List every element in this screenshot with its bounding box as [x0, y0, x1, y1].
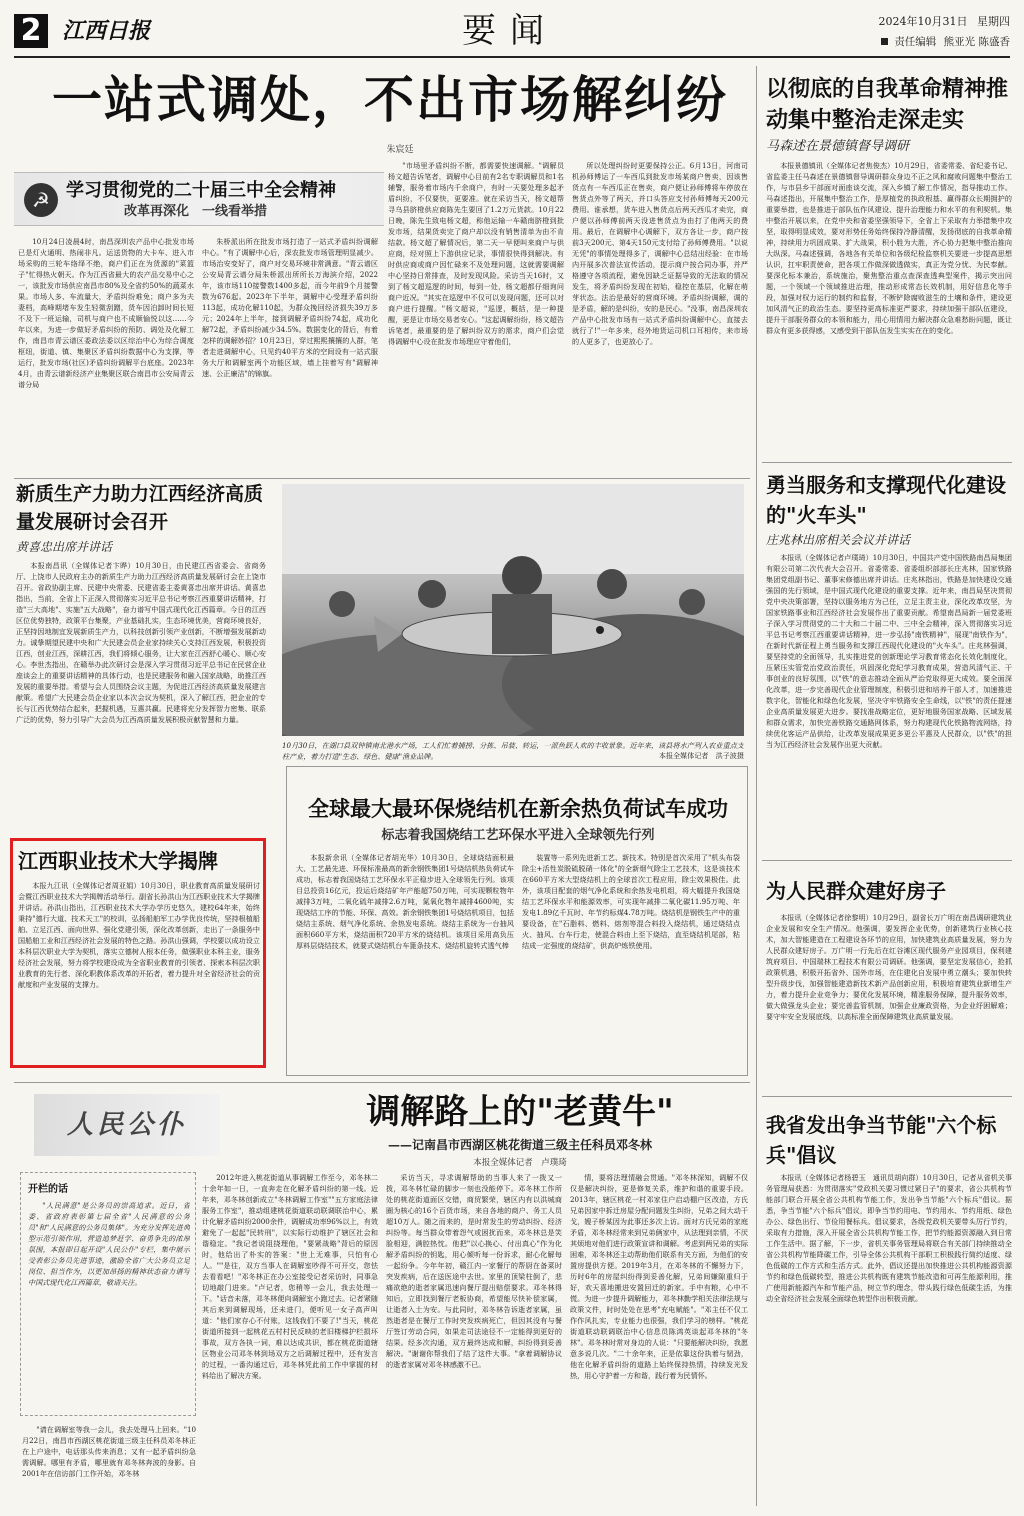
feature-byline: 本报全媒体记者 卢璞琦 [473, 1158, 567, 1168]
left-mid-body: 本报南昌讯（全媒体记者卞晔）10月30日，由民建江西省委会、省商务厅、上饶市人民政府主办的新质生产力助力江西经济高质量发展研讨会在上饶市召开。省政协副主席、民建中央常委、民建省委主委黄喜忠出席并讲话。黄喜忠指出，当前，全省上下正深入贯彻落实习近平总书记考察江西重要讲话精神，打造"三大高地"、实施"五大战略"，奋力谱写中国式现代化江西篇章。今日的江西区位优势独特，政策平台集聚，产业基础扎实，生态环境优美，营商环境良好，正坚持因地制宜发展新质生产力，以科技创新引领产业创新，不断增强发展新动力。诚挚期望民建中央和广大民建会员企业家持续关心支持江西发展，积极投资江西，创业江西，深耕江西，我们将倾心服务，让大家在江西舒心暖心、顺心安心。李世杰指出，在赣举办此次研讨会是深入学习贯彻习近平总书记在民营企业座谈会上的重要讲话精神的具体行动，也是民建服务和融入国家战略，助推江西发展的重要举措。希望与会人员围绕会议主题，为促进江西经济高质量发展建言献策。希望广大民建会员企业家以本次会议为契机，深入了解江西，把企业的专长与江西优势结合起来，把握机遇，互惠共赢。民建将充分发挥智力密集、联系广泛的优势，努力引导广大会员为江西高质量发展积极贡献智慧和力量。 [16, 561, 266, 724]
center-mid-col-2: 装置等一系列先进新工艺、新技术。特别是首次采用了"机头布袋除尘+活性炭脱硫脱硝一体化"的全新烟气除尘工艺技术，这是该技术在660平方米大型烧结机上的全球首次工程应用，除尘效果极佳。此外，该项目配套的烟气净化系统和余热发电机组，将大幅提升我国烧结工艺环保水平和能源效率，可实现年减排二氧化碳11.95万吨、年发电1.89亿千瓦时、年节约标煤4.78万吨。烧结机是钢铁生产中的重要设备，在"石脂料、燃料、熔剂等混合料投入烧结机，通过烧结点火、抽风、台车行走，使混合料由上至下烧结，直至烧结机尾部，粘结成一定强度的烧结矿，供高炉炼铁使用。 [522, 853, 740, 950]
left-mid-headline: 新质生产力助力江西经济高质量发展研讨会召开 [16, 483, 264, 533]
right-bottom-headline: 我省发出争当节能"六个标兵"倡议 [766, 1113, 997, 1167]
masthead [0, 0, 1024, 60]
left-box-headline: 江西职业技术大学揭牌 [18, 849, 218, 873]
right-mid2-headline: 为人民群众建好房子 [766, 879, 946, 903]
right-top-body: 本报景德镇讯（全媒体记者焦俊杰）10月29日，省委常委、省纪委书记、省监委主任马森述在景德镇督导调研群众身边不正之风和腐败问题集中整治工作，与市县乡干部面对面座谈交流，深入乡镇了解工作情况，指导推动工作。马森述指出，开展集中整治工作，是厚植党的执政根基、赢得群众长期拥护的重要举措，也是推进于部队伍作风建设、提升治理能力和水平的有利契机。集中整治开展以来，在党中央和省委坚强领导下，全省上下采取有力举措集中攻坚，取得明显成效，要对形势任务始终保持冷静清醒，发扬彻底的自我革命精神，持续用力巩固成果、扩大战果，积小胜为大胜，齐心协力把集中整治推向大纵深。马森述强调，各地各有关单位和各级纪检监察机关要进一步提高思想认识，扛牢职责使命，把各项工作做深做透做实，真正为党分忧、为民奉献。要深化标本兼治，系统施治，聚焦整治重点查深查透典型案件，揭示突出问题，一个领域一个领域推进治理，推动形成常态长效机制，用好信息化等手段，加强对权力运行的制约和监督，不断铲除腐败滋生的土壤和条件，建设更加风清气正的政治生态。要坚持更高标准更严要求，持续加强干部队伍建设，提升干部服务群众的本领和能力，用心用情用力解决群众急难愁盼问题，既让群众有更多获得感，又感受到干部队伍发生实实在在的变化。 [766, 161, 1012, 335]
feature-col-3: 情，要将法理情融会贯通。"邓冬林深知，调解不仅仅是解决纠纷，更是修复关系，维护和谐的重要手段。2013年，辖区桃花一村邓家住户启动棚户区改造，方氏兄弟因家中拆迁房屋分配问题发生纠纷，兄弟之间大动干戈，嫂子桥某因为此事还多次上访。面对方氏兄弟的家庭矛盾，邓冬林经常来到兄弟俩家中，从法理到亲情，不厌其烦地对他们进行政策宣讲和调解。考虑到两兄弟的实际困难，邓冬林还主动帮助他们联系有关方面，为他们的安置房提供方便。2019年3月，在邓冬林的不懈努力下，历时6年的房屋纠纷得到妥善化解，兄弟间嫌隙重归于好，欢天喜地搬进安置回迁的新家。手中有粮，心中不慌。为进一步提升调解能力，邓冬林勤学相关法律法规与政策文件，时时处处在思考"充电赋能"。"邓主任不仅工作作风扎实，专业能力也很强，我们学习的榜样。"桃花街道联动联调联治中心信息员陈鸿英谈起邓冬林的"冬林"。邓冬林时常对身边的人说："只要能解决纠纷，我愿意多说几次。"二十余年来，正是依靠这份执着与韧劲，他在化解矛盾纠纷的道路上始终保持热情，持续发光发热，用心守护着一方和谐，践行着为民情怀。 [570, 1173, 748, 1380]
news-photo [282, 484, 744, 736]
lead-col-4: 所以处理纠纷时更要保持公正。6月13日，河南司机孙师傅运了一车西瓜到批发市场某商户售卖，因该售货点有一车西瓜正在售卖，商户便让孙师傅将车停放在售货点外等了两天，并口头答应支付孙师傅每天200元费用。谁承想，货车进入售货点后两天西瓜才卖完，商户便以孙师傅前两天没进售货点为由打了他两天的费用。最后，在调解中心调解下，双方各让一步，商户按前3天200元、第4天150元支付给了孙师傅费用。"以说无凭"的事情处理得多了，调解中心总结出经验：在市场内开展多次普法宣传活动，提示商户按合同办事，并严格遵守各项流程，避免因缺乏证据导致的无法取的情况发生，将矛盾纠纷发现在初始，稳控在基层，化解在萌芽状态。法治是最好的营商环境。矛盾纠纷调解，调的是矛盾，解的是纠纷，安的是民心。"没事，南昌深圳农产品中心批发市场有一站式矛盾纠纷调解中心，直接去就行了!"一年多来，经外地货运司机口耳相传，来市场的人更多了，也更放心了。 [572, 161, 748, 346]
photo-credit: 本报全媒体记者 洪子波摄 [658, 751, 744, 760]
editors-names: 熊亚光 陈盛香 [943, 36, 1010, 48]
right-mid2-body: 本报讯（全媒体记者徐黎明）10月29日，副省长万广明在南昌调研建筑业企业发展和安全生产情况。他强调，要发挥企业优势，创新建筑行业核心技术，加大智能建造在工程建设各环节的应用，加快建筑业高质量发展，努力为人民群众建好房子。万广明一行先后在红谷滩区现代服务产业园项目，保利建筑府项目、中国瑞林工程技术有限公司调研。他强调，要坚定发展信心，抢抓政策机遇，积极开拓省外、国外市场，在住建化自发展中勇立潮头；要加快转型升级步伐，加强智能建造新技术新产品创新应用，积极培育建筑业新增生产力，着力提升企业竞争力；要优化发展环境，精准服务保障，提升服务效率，做大做强龙头企业；要完善监管机制，加强企业廉政资格，为企业纾困解难；要守牢安全发展底线，以高标准全面保障建筑业高质量发展。 [766, 913, 1012, 1021]
feature-col-2: 采访当天，寻求调解帮助的当事人来了一拨又一拨，邓冬林忙碌的脚步一刻也没能停下。邓冬林工作所处的桃花街道面区交错，商贸繁荣，辖区内有以洪城商圈为核心的16个百货市场，来自各地的商户、务工人员超10万人。随之而来的，是时常发生的劳动纠纷、经济纠纷等。每当群众带着怨气或困扰而来，邓冬林总是笑脸相迎，满腔热忱。他把"以心换心、付出真心"作为化解矛盾纠纷的钥匙，用心倾听每一份诉求，耐心化解每一起纷争。今年年初，赣江内一家餐厅的帮厨在备菜时突发疾病，后在送医途中去世。家里的顶梁柱倒了，悲痛欲绝的逝者家属迅速向餐厅提出赔偿要求。邓冬林得知后，立即找到餐厅老板协商，希望能尽快补偿家属，让逝者入土为安。与此同时，邓冬林告诉逝者家属，虽然逝者是在餐厅工作时突发疾病死亡，但因其没有与餐厅签订劳动合同，如果走司法途径不一定能得到更好的结果。经多次沟通，双方最终达成和解，纠纷得到妥善解决。"谢谢你帮我们了结了这件大事。"拿着调解协议的逝者家属对邓冬林感激不已。 [386, 1173, 562, 1369]
banner-title: 学习贯彻党的二十届三中全会精神 [66, 180, 336, 201]
right-mid-subhead: 庄兆林出席相关会议并讲话 [766, 533, 911, 547]
fish-harvest-illustration [282, 484, 744, 736]
issue-date [800, 14, 1010, 30]
section-divider [762, 462, 1012, 463]
lead-headline: 一站式调处，不出市场解纠纷 [52, 71, 728, 129]
lead-col-3: "市场里矛盾纠纷不断，都需要快速调解。"调解员杨文超告诉笔者，调解中心目前有2名专职调解员和1名辅警，服务着市场内千余商户，有时一天要处理多起矛盾纠纷，不仅要快，更要准。就在采访当天，杨文超帮寻乌县脐橙供应商陈先生要回了1.2万元货款。10月22日晚，陈先生致电杨文超，称他运输一车赣南脐橙到批发市场，结果货卖完了商户却以没有销售清单为由不肯结款。杨文超了解情况后，第二天一早便叫来商户与供应商，经对照上下游供应记录，事情很快得到解决。有时供应商或商户因忙碌来不及处理问题，这就需要调解中心坚持日常排查，及时发现风险。采访当天16时，又到了杨文超巡逻的时间，每到一处，杨文超都仔细询问商户近况。"其实在巡逻中不仅可以发现问题，还可以对商户进行提醒。"杨文超说，"巡逻，概括，是一种提醒，更是让市场交易者安心。"这起调解纷纷，杨文超告诉笔者，最重要的是了解纠纷双方的需求，商户们会觉得调解中心设在批发市场理应守着他们， [388, 161, 564, 346]
editorial-intro: "人民满意"是公务员的崇高追求。近日，省委、省政府表彰第七届全省"人民满意的公务员"和"人民满意的公务员集体"。为充分发挥先进典型示范引领作用，营造追梦赶学、奋勇争先的浓厚氛围，本报即日起开设"人民公仆"专栏，集中展示受表彰公务员先进事迹，激励全省广大公务员立足岗位、担当作为，以更加昂扬的精神状态奋力谱写中国式现代化江西篇章，敬请关注。 [28, 1201, 190, 1287]
photo-caption: 10月30日，在湖口县双钟镇南北港水产场，工人们忙着捕捞、分拣、吊装、转运，一派鱼跃人欢的丰收景象。近年来，该县将水产列入农业重点支柱产业，着力打造"生态、绿色、健康"渔业品牌。 [282, 741, 744, 761]
party-emblem-icon: ☭ [24, 183, 58, 217]
right-top-subhead: 马森述在景德镇督导调研 [766, 139, 910, 154]
banner-subtitle: 改革再深化 一线看举措 [124, 204, 268, 219]
feature-col-1: 2012年进入桃花街道从事调解工作至今，邓冬林二十余年如一日，一直奔走在化解矛盾纠纷的第一线。近年来，邓冬林创新成立"冬林调解工作室""五方家庭法律服务工作室"，推动组建桃花街道联动联调联治中心，累计化解矛盾纠纷2000余件，调解成功率96%以上，有效避免了一起起"民转刑"，以实际行动维护了辖区社会和谐稳定。"我记者说阻挠理他，"要紧战略"背后的原因时，他给出了朴实的答案："世上无难事，只怕有心人。""是往，双方当事人在调解室吵得不可开交，您怯去看看吧！"邓冬林正在办公室接受记者采访时，同事急切地敲门进来。"卢记者，您稍等一会儿，我去处理一下。"话音未落，邓冬林便向调解室小跑过去。记者紧随其后来到调解现场，还未进门，便听见一女子高声叫道："他们家存心不付账，这钱我们不要了!"当天，桃花街道所接到一起桃花五村村民反映的老旧楼梯护栏损坏事故，双方各执一词，难以达成共识，都在桃花街道辖区物业公司邓冬林到场双方之后调解过程中，还有发言的过程，一番沟通过后，邓冬林凭此前工作中掌握的材料给出了解决方案。 [202, 1173, 378, 1380]
center-mid-headline: 全球最大最环保烧结机在新余热负荷试车成功 [308, 797, 728, 821]
col-divider [756, 66, 757, 1506]
section-divider [14, 1082, 750, 1083]
right-bottom-body: 本报讯（全媒体记者杨碧玉 通讯员胡向群）10月30日，记者从省机关事务管理局获悉：为贯彻落实"党政机关要习惯过紧日子"的要求，省公共机构节能部门联合开展全省公共机构节能工作，发出争当节能"六个标兵"倡议。据悉，争当节能"六个标兵"倡议，即争当节约用电、节约用水、节约用纸、绿色办公、绿色出行、节俭用餐标兵。倡议要求，各级党政机关要带头厉行节约，采取有力措施，深入开展全省公共机构节能工作，把节约能源资源融入到日常工作生活中。据了解，下一步，省机关事务管理局将联合有关部门持续推动全省公共机构节能降碳工作，引导全体公共机构干部职工积极践行简约适度、绿色低碳的工作方式和生活方式。此外，倡议还提出加快推进公共机构能源资源节约和绿色低碳转型，推进公共机构既有建筑节能改造和可再生能源利用，推广使用新能源汽车和节能产品，树立节约理念，带头践行绿色低碳生活，为推动全省经济社会发展全面绿色转型作出积极贡献。 [766, 1173, 1012, 1303]
left-mid-subhead: 黄喜忠出席并讲话 [16, 540, 113, 554]
section-divider [762, 860, 1012, 861]
right-top-headline: 以彻底的自我革命精神推动集中整治走深走实 [766, 77, 1009, 133]
column-logo: 人民公仆 [66, 1110, 187, 1140]
feature-headline: 调解路上的"老黄牛" [366, 1092, 674, 1132]
lead-banner [14, 172, 384, 226]
section-divider [762, 1096, 1012, 1097]
feature-subhead: ——记南昌市西湖区桃花街道三级主任科员邓冬林 [387, 1138, 652, 1152]
date-text: 2024年10月31日 [878, 15, 968, 28]
center-mid-col-1: 本报新余讯（全媒体记者胡光华）10月30日，全球烧结面积最大、工艺最先进、环保标准最高的新余钢铁集团1号烧结机热负荷试车成功，标志着我国烧结工艺环保水平正稳步进入全球领先行列。该项目总投资16亿元，投运后烧结矿年产能超750万吨，可实现颗粒物年减排3万吨，二氧化硫年减排2.6万吨，氮氧化物年减排4600吨，实现烧结工序的节能、环保、高效。新余钢铁集团1号烧结机项目，包括烧结主系统、烟气净化系统、余热发电系统。烧结主系统为一台抽风面积660平方米，烧结面积720平方米的烧结机。该项目采用高负压厚料层烧结技术，就要式烧结机台车篦条技术、烧结机旋转式透气棒 [296, 853, 514, 950]
paper-name: 江西日报 [62, 18, 151, 44]
lead-col-1: 10月24日凌晨4时，南昌深圳农产品中心批发市场已是灯火通明、热闹非凡。运送货物的大卡车、进入市场采购的三轮车络绎不绝，商户们正在为货源的"菜篮子"忙得热火朝天。作为江西省最大的农产品交易中心之一，该批发市场供应南昌市80%及全省约50%的蔬菜水果。市场人多、车流量大，矛盾纠纷难免；商户多为夫妻档，高峰期堵车发生轻微刮蹭，货车因泊卸时间长短不及下一班运输，司机与商户也不成顺愉悦以这……今年以来，为进一步做好矛盾纠纷的预防、调处及化解工作，南昌市青云谱区委政法委以区综治中心为综合调度枢纽，街道、镇、集聚区矛盾纠纷数据中心为支撑，等运行，批发市场(社区)矛盾纠纷调解平台底座。2023年4月，由青云谱新经济产业集聚区联合南昌市公安局青云谱分局 [18, 237, 194, 389]
center-mid-subhead: 标志着我国烧结工艺环保水平进入全球领先行列 [381, 828, 655, 843]
weekday-text: 星期四 [977, 15, 1010, 28]
lead-col-2: 朱桥派出所在批发市场打造了一站式矛盾纠纷调解中心。"有了调解中心后，深农批发市场管理明显减少。市场治安变好了，商户对交易环境非常满意。"青云谱区公安局青云谱分局朱桥派出所所长万海滨介绍，2022年，该市场110接警数1400多起，而今年前9个月接警数为676起。2023年下半年，调解中心受理矛盾纠纷113起，成功化解110起，为群众挽回经济损失39万多元；2024年上半年，接到调解矛盾纠纷74起，成功化解72起，矛盾纠纷减少34.5%。数据变化的背后，有着怎样的调解妙招？10月23日，穿过熙熙攘攘的人群，笔者走进调解中心，只见约40平方米的空间设有一站式服务大厅和调解室两个功能区域，墙上挂着写有"调解神速、公正廉洁"的锦旗。 [202, 237, 378, 378]
column-logo-box [34, 1094, 220, 1156]
editorial-label: 开栏的话 [28, 1184, 68, 1195]
editorial-body: "请在调解室等我一会儿，我去处理马上回来。"10月22日，南昌市西湖区桃花街道三级主任科员邓冬林正在上户途中，电话那头传来消息；又有一起矛盾纠纷急需调解。哪里有矛盾，哪里就有邓冬林奔波的身影。自2001年在信访部门工作开始，邓冬林 [22, 1425, 196, 1478]
right-mid-headline: 勇当服务和支撑现代化建设的"火车头" [766, 473, 1006, 527]
section-divider [14, 478, 750, 479]
masthead-rule [14, 56, 1010, 58]
editors-line [800, 34, 1010, 50]
left-box-body: 本报九江讯（全媒体记者周亚娟）10月30日，职业教育高质量发展研讨会暨江西职业技术大学揭牌活动举行。副省长孙洪山为江西职业技术大学揭牌并讲话。孙洪山指出，江西职业技术大学办学历史悠久，建校64年来，始终秉持"德行大道、技术天工"的校训，弘扬船舶军工办学优良传统，坚持根植船舶、立足江西、面向世界、强化党建引领，深化改革创新，走出了一条服务中国船舶工业和江西经济社会发展的特色之路。孙洪山强调，学校要以成功设立本科层次职业大学为契机，落实立德树人根本任务，做强职业本科主业，服务经济社会发展，努力将学校建设成为全省职业教育的引领者、探索本科层次职业教育的先行者、深化职教体系改革的开拓者，着力提升对全省经济社会的贡献度和产业发展的支撑力。 [18, 881, 260, 989]
square-icon [881, 38, 888, 45]
lead-author: 朱宸廷 [386, 145, 414, 155]
page-number: 2 [14, 14, 48, 48]
right-mid-body: 本报讯（全媒体记者卢璞琦）10月30日，中国共产党中国铁路南昌局集团有限公司第二次代表大会召开。省委常委、省委组织部部长庄兆林，国家铁路集团党组副书记、董事宋修德出席并讲话。庄兆林指出，铁路是加快建设交通强国的先行领域，是中国式现代化建设的重要支撑。近年来，南昌局坚决贯彻党中央决策部署，坚持以服务地方为己任，立足主责主业，深化改革攻坚，为国家铁路事业和江西经济社会发展作出了重要贡献。希望南昌局新一届党委班子深入学习贯彻党的二十大和二十届二中、三中全会精神，深入贯彻落实习近平总书记考察江西重要讲话精神，进一步弘扬"南铁精神"，展现"南铁作为"，在新时代新征程上勇当服务和支撑江西现代化建设的"火车头"。庄兆林强调，要坚持党的全面领导，扎实推进党的创新理论学习教育常态化长效化制度化，压紧压实管党治党政治责任，巩固深化党纪学习教育成果，营造风清气正、干事创业的良好氛围，以"铁"的意志推动全面从严治党取得更大成效。要全面深化改革，进一步完善现代企业管理制度，积极引进和培养干部人才，加速推进数字化，智能化和绿色化发展，坚决守牢铁路安全生命线，以"铁"的责任提速企业高质量发展更大进步。要找准战略定位，更好地服务国家战略、区域发展和群众需求，加快完善铁路交通路网体系，努力构建现代化铁路物流网络，持续优化客运产品供给，让改革发展成果更多更公平惠及人民群众，以"铁"的担当为江西经济社会发展作出更大贡献。 [766, 553, 1012, 749]
section-title: 要闻 [462, 11, 558, 51]
editors-label: 责任编辑 [894, 36, 937, 48]
